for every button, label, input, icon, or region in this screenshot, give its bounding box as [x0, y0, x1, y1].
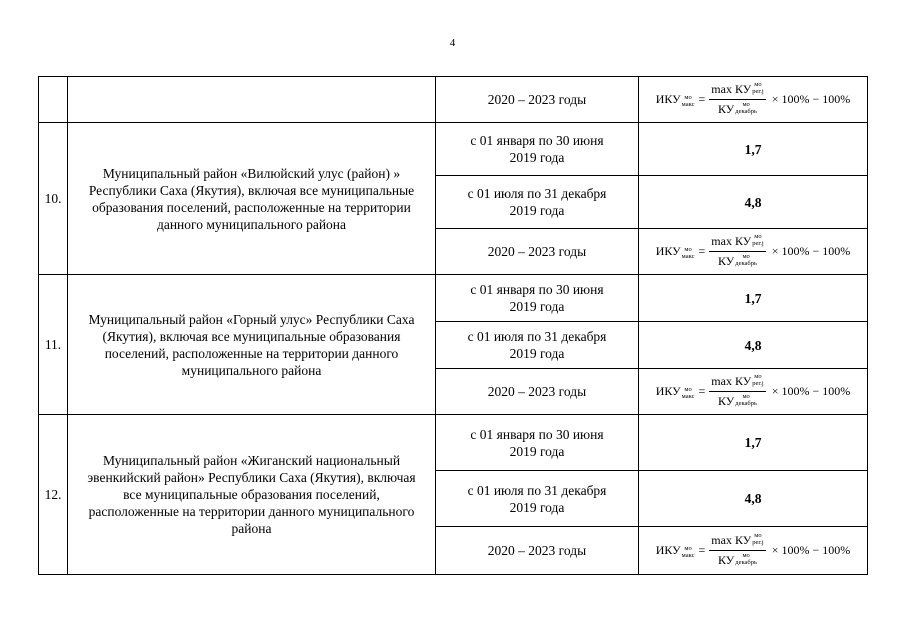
index-value: 1,7	[639, 123, 868, 176]
formula-fraction	[709, 373, 765, 410]
formula-fraction	[709, 532, 765, 569]
index-value: 4,8	[639, 176, 868, 229]
period-cell: с 01 июля по 31 декабря 2019 года	[436, 176, 639, 229]
row-number: 10.	[39, 123, 68, 275]
index-formula	[656, 81, 851, 118]
formula-lhs: ИКУ	[655, 543, 681, 557]
period-cell: с 01 января по 30 июня 2019 года	[436, 275, 639, 322]
formula-den-sub: декабрь	[735, 260, 757, 267]
row-number: 12.	[39, 415, 68, 575]
formula-denominator: КУ	[718, 102, 735, 116]
formula-fraction	[709, 81, 765, 118]
formula-lhs: ИКУ	[655, 92, 681, 106]
period-cell: с 01 января по 30 июня 2019 года	[436, 123, 639, 176]
formula-lhs: ИКУ	[655, 244, 681, 258]
formula-num-sub: рег.j	[752, 380, 764, 387]
index-value: 1,7	[639, 415, 868, 471]
formula-fraction	[709, 233, 765, 270]
period-cell: 2020 – 2023 годы	[436, 77, 639, 123]
index-value: 1,7	[639, 275, 868, 322]
formula-numerator: max КУ	[711, 533, 752, 547]
period-cell: с 01 июля по 31 декабря 2019 года	[436, 322, 639, 369]
formula-lhs-sup: мо	[684, 246, 692, 253]
formula-equals: =	[698, 384, 706, 398]
period-cell: 2020 – 2023 годы	[436, 369, 639, 415]
formula-num-sup: мо	[754, 373, 762, 380]
municipality-description: Муниципальный район «Вилюйский улус (район) » Республики Саха (Якутия), включая все муниципальные образования поселений, расположенные на территории данного муниципального района	[68, 123, 436, 275]
index-formula	[656, 373, 851, 410]
formula-tail: × 100% − 100%	[771, 384, 851, 398]
formula-num-sub: рег.j	[752, 88, 764, 95]
formula-tail: × 100% − 100%	[771, 92, 851, 106]
formula-num-sub: рег.j	[752, 240, 764, 247]
municipality-description: Муниципальный район «Горный улус» Республики Саха (Якутия), включая все муниципальные образования поселений, расположенные на территории данного муниципального района	[68, 275, 436, 415]
row-number: 11.	[39, 275, 68, 415]
page-number: 4	[449, 37, 456, 49]
index-value: 4,8	[639, 322, 868, 369]
formula-denominator: КУ	[718, 553, 735, 567]
formula-equals: =	[698, 92, 706, 106]
tariff-table	[38, 76, 868, 575]
formula-lhs-sup: мо	[684, 94, 692, 101]
formula-den-sup: мо	[742, 393, 750, 400]
formula-den-sub: декабрь	[735, 108, 757, 115]
formula-denominator: КУ	[718, 394, 735, 408]
index-value: 4,8	[639, 471, 868, 527]
period-cell: с 01 июля по 31 декабря 2019 года	[436, 471, 639, 527]
formula-tail: × 100% − 100%	[771, 244, 851, 258]
formula-den-sup: мо	[742, 552, 750, 559]
formula-equals: =	[698, 244, 706, 258]
formula-numerator: max КУ	[711, 234, 752, 248]
period-cell: с 01 января по 30 июня 2019 года	[436, 415, 639, 471]
formula-numerator: max КУ	[711, 374, 752, 388]
formula-lhs-sup: мо	[684, 386, 692, 393]
table-row	[39, 123, 868, 176]
formula-lhs-sub: макс	[681, 101, 695, 108]
table-row	[39, 77, 868, 123]
formula-num-sup: мо	[754, 532, 762, 539]
formula-lhs: ИКУ	[655, 384, 681, 398]
formula-lhs-sub: макс	[681, 393, 695, 400]
index-formula	[656, 532, 851, 569]
formula-denominator: КУ	[718, 254, 735, 268]
municipality-description: Муниципальный район «Жиганский национальный эвенкийский район» Республики Саха (Якутия), включая все муниципальные образования поселений, расположенные на территории данного муниципального района	[68, 415, 436, 575]
formula-tail: × 100% − 100%	[771, 543, 851, 557]
table-row	[39, 415, 868, 471]
row-number	[39, 77, 68, 123]
formula-cell	[639, 527, 868, 575]
formula-cell	[639, 77, 868, 123]
period-cell: 2020 – 2023 годы	[436, 527, 639, 575]
municipality-description	[68, 77, 436, 123]
period-cell: 2020 – 2023 годы	[436, 229, 639, 275]
formula-cell	[639, 369, 868, 415]
index-formula	[656, 233, 851, 270]
formula-den-sup: мо	[742, 253, 750, 260]
formula-num-sup: мо	[754, 81, 762, 88]
formula-den-sub: декабрь	[735, 400, 757, 407]
formula-equals: =	[698, 543, 706, 557]
formula-numerator: max КУ	[711, 82, 752, 96]
formula-lhs-sub: макс	[681, 552, 695, 559]
formula-num-sub: рег.j	[752, 539, 764, 546]
formula-num-sup: мо	[754, 233, 762, 240]
formula-cell	[639, 229, 868, 275]
table-row	[39, 275, 868, 322]
formula-lhs-sub: макс	[681, 253, 695, 260]
formula-den-sup: мо	[742, 101, 750, 108]
formula-den-sub: декабрь	[735, 559, 757, 566]
formula-lhs-sup: мо	[684, 545, 692, 552]
